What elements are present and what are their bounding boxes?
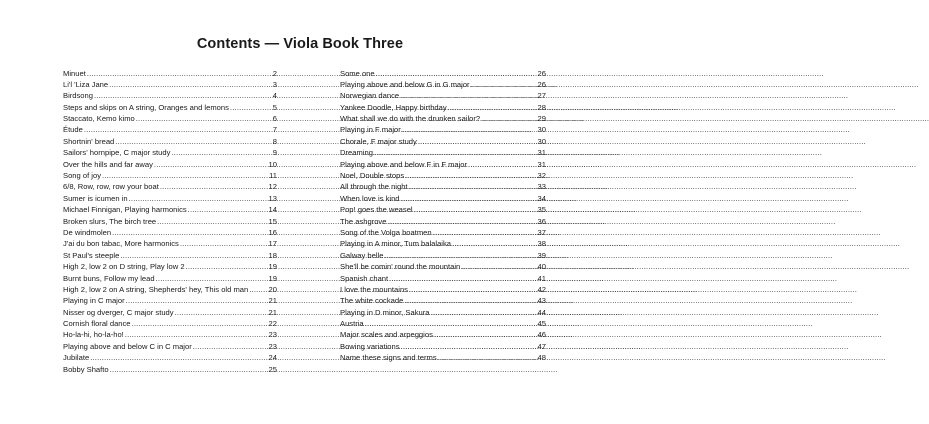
toc-entry: [63, 250, 277, 261]
toc-entry-page: 21: [268, 296, 277, 306]
toc-entry-page: 25: [268, 364, 277, 374]
toc-entry-page: 44: [537, 307, 546, 317]
toc-entry-title: Major scales and arpeggios: [340, 330, 433, 340]
toc-entry-page: 37: [537, 227, 546, 237]
toc-entry: [340, 79, 546, 90]
toc-entry-title: High 2, low 2 on D string, Play low 2: [63, 262, 185, 272]
toc-entry-title: J'ai du bon tabac, More harmonics: [63, 239, 179, 249]
dot-leader: [471, 79, 537, 90]
dot-leader: [400, 90, 536, 101]
toc-entry-page: 42: [537, 284, 546, 294]
dot-leader: [157, 216, 267, 227]
dot-leader: [132, 318, 268, 329]
dot-leader: [129, 193, 268, 204]
dot-leader: [438, 352, 537, 363]
toc-entry-page: 15: [268, 216, 277, 226]
toc-entry-page: 29: [537, 114, 546, 124]
toc-entry-title: Chorale, F major study: [340, 136, 417, 146]
dot-leader: [87, 68, 268, 79]
toc-entry: [340, 250, 546, 261]
dot-leader: [102, 170, 268, 181]
toc-entry-page: 8: [272, 136, 277, 146]
toc-entry-page: 48: [537, 353, 546, 363]
toc-entry: [340, 124, 546, 135]
toc-entry-title: Name these signs and terms: [340, 353, 437, 363]
dot-leader: [156, 273, 268, 284]
dot-leader: [136, 113, 268, 124]
page-title: Contents — Viola Book Three: [196, 36, 404, 52]
toc-entry-page: 23: [268, 330, 277, 340]
toc-entry: [340, 68, 546, 79]
toc-entry: [63, 364, 277, 375]
toc-entry: [63, 159, 277, 170]
toc-entry: [63, 352, 277, 363]
toc-right-column: [340, 68, 546, 364]
dot-leader: [249, 284, 267, 295]
toc-entry: [63, 147, 277, 158]
dot-leader: [186, 261, 268, 272]
toc-entry-page: 30: [537, 136, 546, 146]
toc-entry-title: Ho-la-hi, ho-la-ho!: [63, 330, 124, 340]
toc-entry-title: The ashgrove: [340, 216, 387, 226]
toc-entry-title: Some one: [340, 68, 375, 78]
dot-leader: [384, 250, 536, 261]
toc-entry-title: Playing in F major: [340, 125, 401, 135]
toc-entry: [340, 295, 546, 306]
toc-entry-title: Noel, Double stops: [340, 171, 405, 181]
dot-leader: [401, 193, 537, 204]
dot-leader: [112, 227, 267, 238]
toc-entry: [340, 102, 546, 113]
dot-leader: [402, 124, 537, 135]
toc-entry-title: Steps and skips on A string, Oranges and lemons: [63, 102, 229, 112]
toc-entry: [340, 204, 546, 215]
toc-entry-title: Yankee Doodle, Happy birthday: [340, 102, 447, 112]
toc-entry-title: Sailors' hornpipe, C major study: [63, 148, 171, 158]
dot-leader: [433, 227, 537, 238]
toc-entry-page: 36: [537, 216, 546, 226]
dot-leader: [125, 329, 268, 340]
toc-entry: [63, 181, 277, 192]
toc-entry-title: Staccato, Kemo kimo: [63, 114, 135, 124]
toc-entry: [63, 204, 277, 215]
toc-entry: [340, 193, 546, 204]
toc-entry: [340, 216, 546, 227]
toc-entry-title: Playing above and below C in C major: [63, 341, 192, 351]
toc-entry: [63, 68, 277, 79]
dot-leader: [414, 204, 537, 215]
toc-entry: [340, 227, 546, 238]
dot-leader: [430, 307, 536, 318]
dot-leader: [376, 68, 537, 79]
toc-entry-page: 23: [268, 341, 277, 351]
toc-entry-page: 35: [537, 205, 546, 215]
toc-entry-page: 18: [268, 250, 277, 260]
toc-entry-title: De windmolen: [63, 227, 112, 237]
toc-entry-page: 21: [268, 307, 277, 317]
toc-entry: [340, 238, 546, 249]
toc-entry-page: 27: [537, 91, 546, 101]
toc-entry-title: Bobby Shafto: [63, 364, 109, 374]
toc-entry-page: 43: [537, 296, 546, 306]
dot-leader: [180, 238, 268, 249]
toc-entry-page: 6: [272, 114, 277, 124]
dot-leader: [418, 136, 537, 147]
toc-entry-title: Birdsong: [63, 91, 93, 101]
toc-entry-title: I love the mountains: [340, 284, 408, 294]
toc-entry-page: 22: [268, 319, 277, 329]
toc-entry: [340, 307, 546, 318]
toc-entry-page: 28: [537, 102, 546, 112]
toc-entry: [63, 216, 277, 227]
toc-entry: [63, 284, 277, 295]
toc-entry-page: 34: [537, 193, 546, 203]
toc-entry: [340, 318, 546, 329]
toc-entry-title: Austria: [340, 319, 364, 329]
toc-entry-page: 31: [537, 148, 546, 158]
toc-entry-title: 6/8, Row, row, row your boat: [63, 182, 159, 192]
dot-leader: [230, 102, 268, 113]
toc-entry-title: Shortnin' bread: [63, 136, 115, 146]
toc-entry-title: Spanish chant: [340, 273, 389, 283]
toc-entry-title: Norwegian dance: [340, 91, 400, 101]
toc-entry-page: 40: [537, 262, 546, 272]
toc-entry-title: Song of joy: [63, 171, 101, 181]
dot-leader: [401, 341, 537, 352]
toc-entry-page: 3: [272, 79, 277, 89]
dot-leader: [404, 295, 536, 306]
toc-entry: [63, 341, 277, 352]
toc-entry: [63, 329, 277, 340]
dot-leader: [160, 181, 268, 192]
toc-entry: [63, 273, 277, 284]
dot-leader: [193, 341, 268, 352]
toc-entry-title: She'll be comin' round the mountain: [340, 262, 461, 272]
toc-entry: [340, 136, 546, 147]
toc-entry-title: Playing in C major: [63, 296, 125, 306]
dot-leader: [171, 147, 268, 158]
toc-entry-page: 30: [537, 125, 546, 135]
toc-entry-page: 38: [537, 239, 546, 249]
toc-entry-title: St Paul's steeple: [63, 250, 120, 260]
toc-entry-page: 41: [537, 273, 546, 283]
toc-entry: [340, 341, 546, 352]
dot-leader: [115, 136, 268, 147]
toc-entry: [63, 261, 277, 272]
toc-entry-title: Michael Finnigan, Playing harmonics: [63, 205, 187, 215]
toc-entry-page: 32: [537, 171, 546, 181]
toc-entry-title: The white cockade: [340, 296, 404, 306]
dot-leader: [434, 329, 537, 340]
toc-entry-title: Playing above and below F in F major: [340, 159, 468, 169]
toc-left-column: [63, 68, 277, 376]
toc-entry-page: 11: [269, 171, 277, 181]
toc-entry-title: Playing above and below G in G major: [340, 79, 470, 89]
toc-entry-title: Étude: [63, 125, 83, 135]
toc-entry-page: 10: [268, 159, 277, 169]
toc-entry-page: 4: [272, 91, 277, 101]
toc-entry-title: Playing in D minor, Sakura: [340, 307, 430, 317]
toc-entry-title: Cornish floral dance: [63, 319, 131, 329]
toc-entry: [340, 170, 546, 181]
dot-leader: [90, 352, 267, 363]
toc-entry: [63, 113, 277, 124]
dot-leader: [374, 147, 537, 158]
toc-entry-title: Sumer is icumen in: [63, 193, 128, 203]
dot-leader: [365, 318, 537, 329]
dot-leader: [109, 79, 268, 90]
toc-entry: [340, 159, 546, 170]
dot-leader: [461, 261, 536, 272]
dot-leader: [154, 159, 268, 170]
toc-entry-title: High 2, low 2 on A string, Shepherds' hey, This old man: [63, 284, 249, 294]
toc-entry-page: 31: [537, 159, 546, 169]
toc-entry: [340, 352, 546, 363]
toc-entry-page: 2: [272, 68, 277, 78]
dot-leader: [468, 159, 536, 170]
toc-entry: [63, 136, 277, 147]
toc-entry-page: 13: [268, 193, 277, 203]
toc-entry-title: What shall we do with the drunken sailor?: [340, 114, 481, 124]
toc-entry: [63, 238, 277, 249]
dot-leader: [481, 113, 536, 124]
toc-entry-page: 16: [268, 227, 277, 237]
dot-leader: [84, 124, 268, 135]
toc-entry-title: Nisser og dverger, C major study: [63, 307, 174, 317]
toc-entry-page: 5: [272, 102, 277, 112]
toc-entry-page: 7: [272, 125, 277, 135]
dot-leader: [188, 204, 268, 215]
toc-entry-title: Song of the Volga boatmen: [340, 227, 432, 237]
toc-entry-title: Dreaming: [340, 148, 373, 158]
toc-entry: [63, 79, 277, 90]
toc-entry-page: 12: [268, 182, 277, 192]
dot-leader: [452, 238, 537, 249]
toc-entry-page: 33: [537, 182, 546, 192]
toc-entry-title: Jubilate: [63, 353, 90, 363]
toc-entry-page: 20: [268, 284, 277, 294]
dot-leader: [126, 295, 268, 306]
toc-entry-page: 19: [268, 262, 277, 272]
toc-entry-title: Burnt buns, Follow my lead: [63, 273, 155, 283]
toc-entry-title: When love is kind: [340, 193, 400, 203]
toc-entry-page: 39: [537, 250, 546, 260]
dot-leader: [448, 102, 537, 113]
toc-entry-title: Over the hills and far away: [63, 159, 153, 169]
dot-leader: [405, 170, 536, 181]
dot-leader: [120, 250, 267, 261]
toc-entry-page: 14: [268, 205, 277, 215]
toc-entry: [340, 273, 546, 284]
toc-entry-title: Minuet: [63, 68, 86, 78]
dot-leader: [389, 273, 536, 284]
dot-leader: [175, 307, 268, 318]
toc-entry: [63, 307, 277, 318]
toc-entry-title: Galway belle: [340, 250, 384, 260]
toc-entry-page: 19: [268, 273, 277, 283]
dot-leader: [94, 90, 268, 101]
toc-entry: [340, 181, 546, 192]
toc-entry: [63, 295, 277, 306]
toc-entry: [340, 261, 546, 272]
toc-entry-title: Bowing variations: [340, 341, 400, 351]
toc-entry-title: Pop! goes the weasel: [340, 205, 413, 215]
toc-entry-title: All through the night: [340, 182, 408, 192]
toc-entry-page: 47: [537, 341, 546, 351]
dot-leader: [110, 364, 268, 375]
toc-entry-title: Li'l 'Liza Jane: [63, 79, 109, 89]
toc-entry: [63, 170, 277, 181]
dot-leader: [409, 284, 537, 295]
toc-entry: [63, 227, 277, 238]
toc-entry-title: Broken slurs, The birch tree: [63, 216, 157, 226]
toc-entry: [340, 90, 546, 101]
dot-leader: [409, 181, 537, 192]
dot-leader: [387, 216, 536, 227]
toc-entry-page: 46: [537, 330, 546, 340]
toc-entry: [340, 147, 546, 158]
toc-entry-title: Playing in A minor, Tum balalaika: [340, 239, 452, 249]
toc-entry: [340, 329, 546, 340]
toc-entry-page: 17: [268, 239, 277, 249]
toc-entry: [63, 193, 277, 204]
toc-entry-page: 24: [268, 353, 277, 363]
toc-entry: [63, 90, 277, 101]
toc-entry-page: 9: [272, 148, 277, 158]
toc-entry: [63, 318, 277, 329]
toc-entry-page: 26: [537, 68, 546, 78]
toc-entry: [340, 284, 546, 295]
toc-entry: [63, 102, 277, 113]
toc-entry: [63, 124, 277, 135]
toc-entry-page: 26: [537, 79, 546, 89]
toc-entry: [340, 113, 546, 124]
toc-entry-page: 45: [537, 319, 546, 329]
